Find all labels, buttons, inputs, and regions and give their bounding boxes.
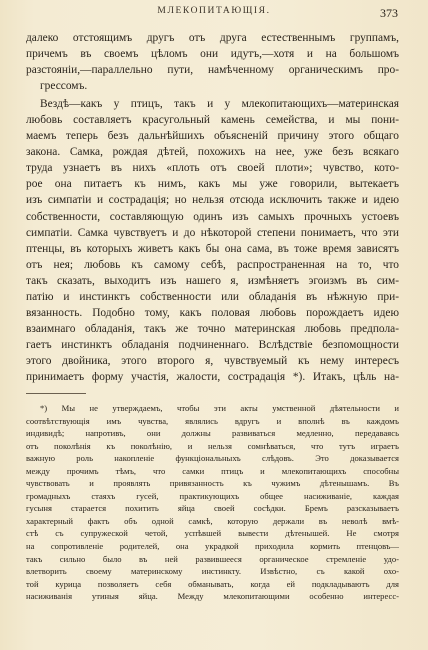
- footnote-line: важную роль накопленіе функціональныхъ слѣдовъ. Это доказывается: [26, 453, 399, 464]
- footnote: [26, 402, 399, 603]
- page-header: [30, 6, 398, 26]
- text-line: такъ сказать, выходитъ изъ нашего я, измѣняетъ эгоизмъ въ сим-: [26, 274, 399, 287]
- text-line: закона. Самка, рождая дѣтей, похожихъ на нее, уже безъ всякаго: [26, 146, 399, 159]
- text-line: гаетъ инстинктъ обладанія подчиненнаго. Вслѣдствіе безпомощности: [26, 338, 399, 351]
- text-line: патію и инстинктъ собственности или обладанія въ нѣжную при-: [26, 290, 399, 303]
- text-line: вязанность. Подобно тому, какъ половая любовь порождаетъ идею: [26, 306, 399, 319]
- text-line: причемъ въ своемъ цѣломъ они идутъ,—хотя и на большомъ: [26, 48, 399, 61]
- text-line: грессомъ.: [40, 80, 88, 93]
- text-line: далеко отстоящимъ другъ отъ друга естественнымъ группамъ,: [26, 32, 399, 44]
- footnote-line: влетворить своему материнскому инстинкту. Извѣстно, съ какой охо-: [26, 566, 399, 577]
- text-line: любовь составляетъ красугольный камень семейства, и мы пони-: [26, 114, 399, 127]
- footnote-line: насиживанія утиныя яйца. Между млекопитающими особенно интересс-: [26, 591, 399, 602]
- footnote-line: индивидѣ; напротивъ, они должны развиваться медленно, передаваясь: [26, 428, 399, 439]
- footnote-line: такъ сильно было въ ней развившееся органическое стремленіе удо-: [26, 553, 399, 564]
- footnote-line: отъ поколѣнія къ поколѣнію, и нельзя сомнѣваться, что тутъ играетъ: [26, 440, 399, 451]
- main-text: [26, 30, 399, 385]
- footnote-line: той курица позволяетъ себя обманывать, когда ей подкладываютъ для: [26, 578, 399, 589]
- footnote-line: характерный фактъ объ одной самкѣ, которую держали въ неволѣ вмѣ-: [26, 515, 399, 526]
- text-line: Вездѣ—какъ у птицъ, такъ и у млекопитающихъ—материнская: [40, 98, 399, 111]
- text-line: птенцы, въ которыхъ живетъ какъ бы она сама, въ тоже время зависятъ: [26, 242, 399, 255]
- footnote-line: гусыня старается похитить яйца своей сосѣдки. Бремъ разсказываетъ: [26, 503, 399, 514]
- footnote-line: стѣ съ супружеской четой, успѣвшей вывести дѣтенышей. Не смотря: [26, 528, 399, 539]
- text-line: отъ нея; любовь къ самому себѣ, распространенная на то, что: [26, 258, 399, 271]
- text-line: маемъ теперь безъ дальнѣйшихъ объясненій причину этого общаго: [26, 130, 399, 143]
- text-line: изъ симпатіи и сострадація; но нельзя отсюда исключить также и идею: [26, 194, 399, 207]
- text-line: симпатіи. Самка чувствуетъ и до нѣкоторой степени понимаетъ, что эти: [26, 226, 399, 239]
- text-line: этого двойника, этого второго я, чувствуемый къ нему интересъ: [26, 354, 399, 367]
- text-line: разстояніи,—параллельно пути, намѣченному органическимъ про-: [26, 64, 399, 77]
- running-title: МЛЕКОПИТАЮЩІЯ.: [157, 6, 271, 16]
- footnote-divider: [26, 393, 86, 394]
- page-number: 373: [380, 6, 398, 20]
- text-line: взаимнаго обладанія, такъ же точно материнская любовь предпола-: [26, 322, 399, 335]
- text-line: рое она питаетъ къ нимъ, какъ мы уже говорили, вытекаетъ: [26, 178, 399, 191]
- text-line: труда узнаетъ въ нихъ «плоть отъ своей плоти»; чувство, кото-: [26, 162, 399, 175]
- footnote-line: громадныхъ стаяхъ гусей, практикующихъ общее насиживаніе, каждая: [26, 490, 399, 501]
- footnote-line: между прочимъ тѣмъ, что самки птицъ и млекопитающихъ способны: [26, 465, 399, 476]
- text-line: собственности, составляющую одинъ изъ самыхъ прочныхъ устоевъ: [26, 210, 399, 223]
- footnote-line: чувствовать и проявлять привязанность къ чужимъ дѣтенышамъ. Въ: [26, 478, 399, 489]
- footnote-line: соотвѣтствующія имъ чувства, являлись вдругъ и вполнѣ въ каждомъ: [26, 415, 399, 426]
- footnote-line: на сопротивленіе родителей, она украдкой приходила кормить птенцовъ—: [26, 541, 399, 552]
- footnote-line: *) Мы не утверждаемъ, чтобы эти акты умственной дѣятельности и: [40, 403, 399, 413]
- text-line: принимаетъ форму участія, жалости, сострадація *). Итакъ, цѣль на-: [26, 370, 399, 383]
